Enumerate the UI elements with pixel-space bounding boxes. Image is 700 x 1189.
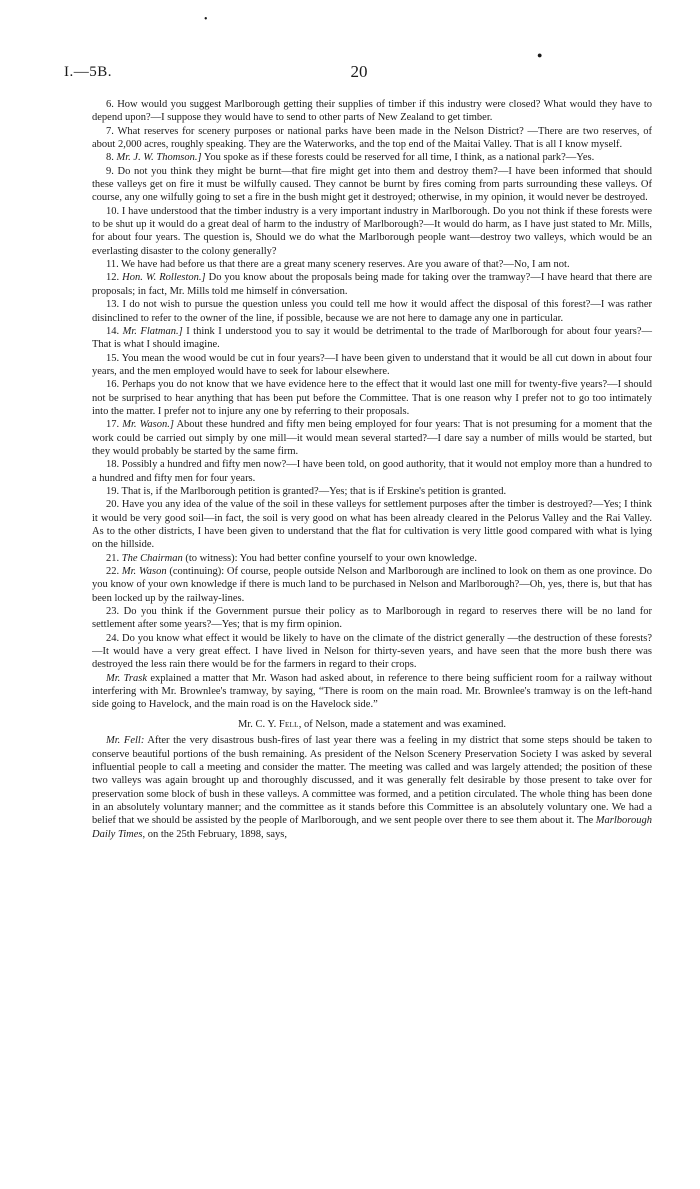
document-reference: I.—5B.: [64, 64, 112, 80]
page-header: [64, 64, 654, 88]
paragraph-text: (to witness): You had better confine yourself to your own knowledge.: [182, 552, 477, 564]
paragraph-text: You spoke as if these forests could be reserved for all time, I think, as a national park?—Yes.: [201, 152, 595, 164]
witness-name: Fell: [278, 718, 299, 730]
paragraph-text: 11. We have had before us that there are a great many scenery reserves. Are you aware of that?—No, I am not.: [106, 259, 570, 271]
paragraph-text: 23. Do you think if the Government pursue their policy as to Marlborough in regard to reserves there will be no land for settlement after some years?—Yes; that is my firm opinion.: [92, 606, 652, 631]
paragraph-text: 13. I do not wish to pursue the question unless you could tell me how it would affect the disposal of this forest?—I was rather disinclined to refer to the owner of the line, if possible, because we are not here to damage any one in particular.: [92, 299, 652, 324]
paragraph-text: Do you know about the proposals being made for taking over the tramway?—I have heard that there are proposals; in fact, Mr. Mills told me himself in cónversation.: [92, 272, 652, 297]
evidence-paragraph: [92, 125, 652, 152]
paragraph-text: (continuing): Of course, people outside Nelson and Marlborough are inclined to look on them as one province. Do you know of your own knowledge if there is much land to be purchased in Nelson and Marlborough?—Oh, yes, there is, but that has been locked up by the railway-lines.: [92, 566, 652, 604]
evidence-paragraph: [92, 271, 652, 298]
speaker-name: Mr. J. W. Thomson.]: [116, 152, 202, 164]
evidence-paragraph: [92, 672, 652, 712]
evidence-paragraphs: [92, 98, 652, 712]
paragraph-text: 10. I have understood that the timber industry is a very important industry in Marlborough. Do you not think if these forests were to be shut up it would do a great deal of harm to the industry of Marlborough?—It would do harm, as I have just stated to Mr. Mills, for about four years. The question is, Should we do what the Marlborough people want—destroy two valleys, which would be an everlasting disaster to the colony generally?: [92, 205, 652, 257]
witness-heading-suffix: , of Nelson, made a statement and was examined.: [298, 718, 507, 730]
paragraph-text: 6. How would you suggest Marlborough getting their supplies of timber if this industry were closed? What would they have to depend upon?—I suppose they would have to send to other parts of New Zealand to get timber.: [92, 99, 652, 124]
evidence-paragraph: [92, 298, 652, 325]
evidence-paragraph: [92, 205, 652, 258]
paragraph-number: 8.: [106, 152, 117, 164]
evidence-paragraph: [92, 605, 652, 632]
evidence-paragraph: [92, 378, 652, 418]
evidence-paragraph: [92, 485, 652, 498]
paragraph-text: 7. What reserves for scenery purposes or national parks have been made in the Nelson District? —There are two reserves, of about 2,000 acres, roughly speaking. They are the Waterworks, and the top end of the Maitai Valley. That is all I know myself.: [92, 125, 652, 151]
witness-heading-prefix: Mr. C. Y.: [237, 718, 279, 730]
paragraph-number: 22.: [106, 566, 122, 578]
statement-speaker: Mr. Fell:: [106, 735, 145, 747]
speaker-name: Mr. Flatman.]: [122, 325, 183, 337]
paragraph-text: 20. Have you any idea of the value of the soil in these valleys for settlement purposes after the timber is destroyed?—Yes; I think it would be very good soil—in fact, the soil is very good on what has been already cleared in the Pelorus Valley and the Rai Valley. As to the other districts, I have been given to understand that the flat for cultivation is very little good compared with what is lying on the hillside.: [92, 499, 652, 551]
evidence-paragraph: [92, 458, 652, 485]
paragraph-text: 15. You mean the wood would be cut in four years?—I have been given to understand that it would be all cut down in about four years, and the men employed would have to seek for labour elsewhere.: [92, 352, 652, 377]
speaker-name: Hon. W. Rolleston.]: [122, 272, 206, 284]
paragraph-text: explained a matter that Mr. Wason had asked about, in reference to there being sufficient room for a railway without interfering with Mr. Brownlee's tramway, by saying, “There is room on the main road. Mr. Brownlee's tramway is on the left-hand side going to Havelock, and the main road is on the Havelock side.”: [92, 672, 652, 711]
evidence-paragraph: [92, 325, 652, 352]
page-dot-mark: ●: [537, 50, 543, 60]
speaker-name: Mr. Wason: [121, 566, 167, 578]
paragraph-number: 14.: [106, 325, 123, 337]
evidence-paragraph: [92, 352, 652, 379]
page-corner-mark: •: [204, 14, 208, 25]
paragraph-number: 12.: [106, 272, 123, 284]
paragraph-text: About these hundred and fifty men being employed for four years: That is not presuming for a moment that the work could be carried out simply by one mill—it would mean several started?—I dare say a number of mills would be started, but they would probably be started by the same firm.: [92, 419, 652, 457]
paragraph-text: I think I understood you to say it would be detrimental to the trade of Marlborough for about four years?—That is what I should imagine.: [92, 325, 652, 351]
evidence-paragraph: [92, 151, 652, 164]
evidence-paragraph: [92, 552, 652, 565]
paragraph-text: 16. Perhaps you do not know that we have evidence here to the effect that it would last one mill for twenty-five years?—I should not be surprised to hear anything that has been put before the Committee. That is one reason why I prefer not to go too intimately into the matter. I prefer not to injure any one by referring to their proposals.: [92, 379, 652, 417]
page-body: [92, 98, 652, 841]
speaker-name: The Chairman: [121, 552, 183, 564]
statement-text: After the very disastrous bush-fires of last year there was a feeling in my district that some steps should be taken to conserve beautiful portions of the bush remaining. As president of the Nelson Scenery Preservation Society I was asked by several influential people to call a meeting and consider the matter. The meeting was called and was largely attended; the position of these two valleys was again brought up and thoroughly discussed, and it was generally felt desirable by those present to take over for preservation some block of bush in these valleys. A committee was formed, and a petition circulated. The whole thing has been done in an absolutely voluntary manner; and the committee as it stands before this Committee is an absolutely voluntary one. We had a belief that we should be assisted by the people of Marlborough, and we sent people over there to see them about it. The: [92, 735, 653, 827]
paragraph-text: 9. Do not you think they might be burnt—that fire might get into them and destroy them?—I have been informed that should these valleys get on fire it must be wilfully caused. They cannot be burnt by fires coming from parts surrounding these valleys. Of course, any one wilfully going to set a fire in the bush might get it destroyed; otherwise, in my opinion, it would never be destroyed.: [92, 165, 652, 204]
newspaper-title: Marlborough Daily Times: [92, 815, 652, 840]
witness-heading: [92, 718, 652, 731]
paragraph-text: 19. That is, if the Marlborough petition is granted?—Yes; that is if Erskine's petition is granted.: [106, 485, 507, 497]
paragraph-text: 18. Possibly a hundred and fifty men now?—I have been told, on good authority, that it would not employ more than a hundred to a hundred and fifty men for four years.: [92, 459, 652, 484]
evidence-paragraph: [92, 632, 652, 672]
witness-statement: [92, 734, 652, 841]
statement-text-end: , on the 25th February, 1898, says,: [142, 828, 288, 840]
paragraph-number: 21.: [106, 552, 122, 564]
speaker-name: Mr. Wason.]: [122, 419, 174, 431]
speaker-name: Mr. Trask: [106, 672, 147, 684]
evidence-paragraph: [92, 565, 652, 605]
evidence-paragraph: [92, 418, 652, 458]
paragraph-text: 24. Do you know what effect it would be likely to have on the climate of the district generally —the destruction of these forests?—It would have a very great effect. I have lived in Nelson for thirty-seven years, and have seen that the more bush there was destroyed the less rain there would be for the farmers in regard to their crops.: [92, 632, 652, 671]
paragraph-number: 17.: [106, 419, 123, 431]
page-number: 20: [350, 62, 368, 81]
evidence-paragraph: [92, 258, 652, 271]
evidence-paragraph: [92, 165, 652, 205]
evidence-paragraph: [92, 98, 652, 125]
evidence-paragraph: [92, 498, 652, 551]
